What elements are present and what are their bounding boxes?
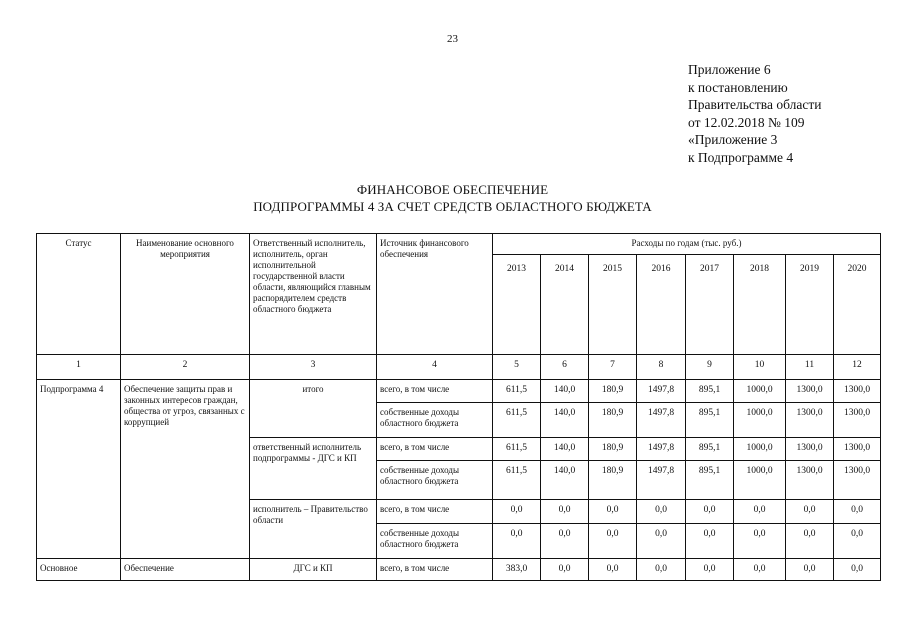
value-cell: 0,0 [834, 559, 881, 581]
source-cell: собственные доходы областного бюджета [377, 403, 493, 438]
year-header: 2017 [686, 255, 734, 355]
value-cell: 1300,0 [786, 380, 834, 403]
value-cell: 611,5 [493, 461, 541, 500]
table-row [37, 380, 881, 403]
value-cell: 0,0 [541, 500, 589, 524]
column-index: 10 [734, 355, 786, 380]
appendix-line: Правительства области [688, 97, 822, 112]
value-cell: 0,0 [589, 524, 637, 559]
activity-cell: Обеспечение [121, 559, 250, 581]
value-cell: 0,0 [686, 559, 734, 581]
value-cell: 0,0 [541, 559, 589, 581]
value-cell: 0,0 [637, 524, 686, 559]
status-cell: Подпрограмма 4 [37, 380, 121, 559]
appendix-line: к постановлению [688, 79, 788, 95]
column-index: 9 [686, 355, 734, 380]
column-index: 8 [637, 355, 686, 380]
value-cell: 1300,0 [834, 461, 881, 500]
year-header: 2019 [786, 255, 834, 355]
value-cell: 180,9 [589, 461, 637, 500]
table-row [37, 559, 881, 581]
column-index: 12 [834, 355, 881, 380]
value-cell: 895,1 [686, 403, 734, 438]
value-cell: 1497,8 [637, 380, 686, 403]
column-index: 5 [493, 355, 541, 380]
document-title [0, 181, 905, 215]
value-cell: 0,0 [493, 524, 541, 559]
column-index: 6 [541, 355, 589, 380]
year-header: 2018 [734, 255, 786, 355]
value-cell: 1300,0 [786, 438, 834, 461]
value-cell: 1300,0 [786, 461, 834, 500]
value-cell: 611,5 [493, 380, 541, 403]
value-cell: 0,0 [493, 500, 541, 524]
value-cell: 1300,0 [834, 403, 881, 438]
appendix-line: от 12.02.2018 № 109 [688, 114, 805, 130]
value-cell: 180,9 [589, 438, 637, 461]
column-index: 7 [589, 355, 637, 380]
source-cell: всего, в том числе [377, 438, 493, 461]
value-cell: 1497,8 [637, 403, 686, 438]
value-cell: 0,0 [834, 500, 881, 524]
value-cell: 1000,0 [734, 403, 786, 438]
source-cell: всего, в том числе [377, 380, 493, 403]
responsible-cell: итого [250, 380, 377, 438]
header-source: Источник финансового обеспечения [377, 234, 493, 355]
header-responsible: Ответственный исполнитель, исполнитель, орган исполнительной государственной власти области, являющийся главным распорядителем средств областного бюджета [250, 234, 377, 355]
value-cell: 0,0 [637, 559, 686, 581]
appendix-block [688, 61, 821, 166]
value-cell: 1300,0 [834, 438, 881, 461]
value-cell: 1497,8 [637, 438, 686, 461]
activity-cell: Обеспечение защиты прав и законных интересов граждан, общества от угроз, связанных с коррупцией [121, 380, 250, 559]
value-cell: 1000,0 [734, 461, 786, 500]
column-index: 3 [250, 355, 377, 380]
responsible-cell: ДГС и КП [250, 559, 377, 581]
value-cell: 383,0 [493, 559, 541, 581]
year-header: 2015 [589, 255, 637, 355]
value-cell: 0,0 [734, 500, 786, 524]
header-activity: Наименование основного мероприятия [121, 234, 250, 355]
appendix-line: к Подпрограмме 4 [688, 149, 794, 165]
value-cell: 895,1 [686, 380, 734, 403]
column-index: 4 [377, 355, 493, 380]
index-row [37, 355, 881, 380]
value-cell: 0,0 [589, 500, 637, 524]
header-status: Статус [37, 234, 121, 355]
year-header: 2016 [637, 255, 686, 355]
value-cell: 0,0 [786, 524, 834, 559]
value-cell: 140,0 [541, 380, 589, 403]
column-index: 1 [37, 355, 121, 380]
title-line-1: ФИНАНСОВОЕ ОБЕСПЕЧЕНИЕ [356, 182, 549, 197]
value-cell: 1000,0 [734, 438, 786, 461]
value-cell: 1300,0 [834, 380, 881, 403]
header-row [37, 234, 881, 255]
value-cell: 0,0 [589, 559, 637, 581]
appendix-line: «Приложение 3 [688, 132, 778, 147]
source-cell: собственные доходы областного бюджета [377, 461, 493, 500]
value-cell: 0,0 [786, 559, 834, 581]
column-index: 11 [786, 355, 834, 380]
value-cell: 0,0 [686, 500, 734, 524]
financing-table [36, 233, 881, 581]
value-cell: 0,0 [734, 524, 786, 559]
value-cell: 0,0 [686, 524, 734, 559]
appendix-line: Приложение 6 [688, 62, 771, 77]
value-cell: 895,1 [686, 438, 734, 461]
value-cell: 0,0 [786, 500, 834, 524]
year-header: 2013 [493, 255, 541, 355]
responsible-cell: исполнитель – Правительство области [250, 500, 377, 559]
value-cell: 1000,0 [734, 380, 786, 403]
source-cell: всего, в том числе [377, 500, 493, 524]
value-cell: 0,0 [734, 559, 786, 581]
status-cell: Основное [37, 559, 121, 581]
year-header: 2014 [541, 255, 589, 355]
value-cell: 140,0 [541, 461, 589, 500]
value-cell: 0,0 [834, 524, 881, 559]
page-number: 23 [447, 33, 458, 45]
value-cell: 611,5 [493, 403, 541, 438]
year-header: 2020 [834, 255, 881, 355]
value-cell: 895,1 [686, 461, 734, 500]
value-cell: 0,0 [541, 524, 589, 559]
value-cell: 611,5 [493, 438, 541, 461]
column-index: 2 [121, 355, 250, 380]
value-cell: 1497,8 [637, 461, 686, 500]
responsible-cell: ответственный исполнитель подпрограммы - ДГС и КП [250, 438, 377, 500]
header-expenses: Расходы по годам (тыс. руб.) [493, 234, 881, 255]
value-cell: 180,9 [589, 380, 637, 403]
value-cell: 140,0 [541, 403, 589, 438]
value-cell: 0,0 [637, 500, 686, 524]
value-cell: 140,0 [541, 438, 589, 461]
value-cell: 1300,0 [786, 403, 834, 438]
source-cell: всего, в том числе [377, 559, 493, 581]
value-cell: 180,9 [589, 403, 637, 438]
source-cell: собственные доходы областного бюджета [377, 524, 493, 559]
title-line-2: ПОДПРОГРАММЫ 4 ЗА СЧЕТ СРЕДСТВ ОБЛАСТНОГО БЮДЖЕТА [253, 199, 652, 214]
